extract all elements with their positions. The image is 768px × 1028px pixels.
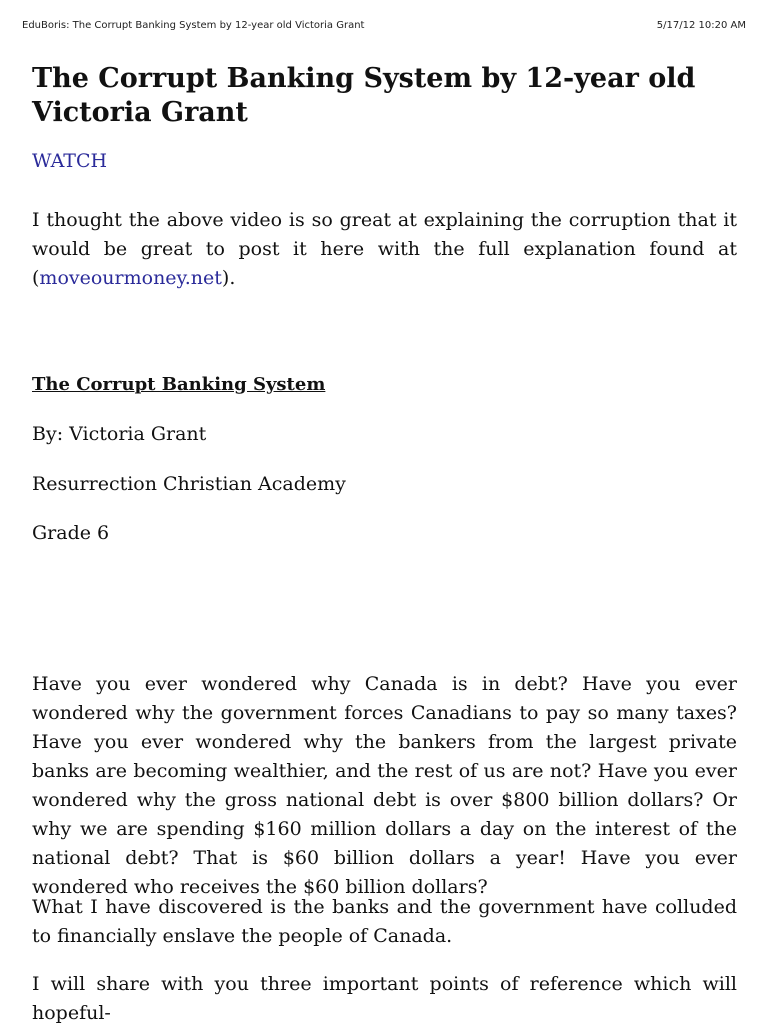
- intro-text-before: I thought the above video is so great at explaining the corruption that it would be great to post it here with the full explanation found at (: [32, 209, 737, 289]
- essay-school: Resurrection Christian Academy: [32, 473, 346, 495]
- moveourmoney-link[interactable]: moveourmoney.net: [39, 267, 222, 289]
- essay-author: By: Victoria Grant: [32, 423, 207, 445]
- watch-link[interactable]: WATCH: [32, 150, 108, 172]
- body-paragraph: Have you ever wondered why Canada is in debt? Have you ever wondered why the government forces Canadians to pay so many taxes? Have you ever wondered why the bankers from the largest private banks are becoming wealthier, and the rest of us are not? Have you ever wondered why the gross national debt is over $800 billion dollars? Or why we are spending $160 million dollars a day on the interest of the national debt? That is $60 billion dollars a year! Have you ever wondered who receives the $60 billion dollars?: [32, 673, 737, 898]
- print-header-timestamp: 5/17/12 10:20 AM: [656, 20, 746, 31]
- print-header: [22, 20, 746, 31]
- body-paragraph: I will share with you three important points of reference which will hopeful-: [32, 973, 737, 1024]
- intro-paragraph: [32, 206, 737, 293]
- print-header-title: EduBoris: The Corrupt Banking System by 12-year old Victoria Grant: [22, 20, 365, 31]
- essay-grade: Grade 6: [32, 522, 110, 544]
- body-paragraph: What I have discovered is the banks and the government have colluded to financially enslave the people of Canada.: [32, 896, 737, 947]
- print-footer: [22, 1018, 746, 1024]
- page-title: The Corrupt Banking System by 12-year old Victoria Grant: [32, 63, 696, 128]
- intro-text-after: ).: [221, 267, 236, 289]
- essay-title: The Corrupt Banking System: [32, 374, 326, 395]
